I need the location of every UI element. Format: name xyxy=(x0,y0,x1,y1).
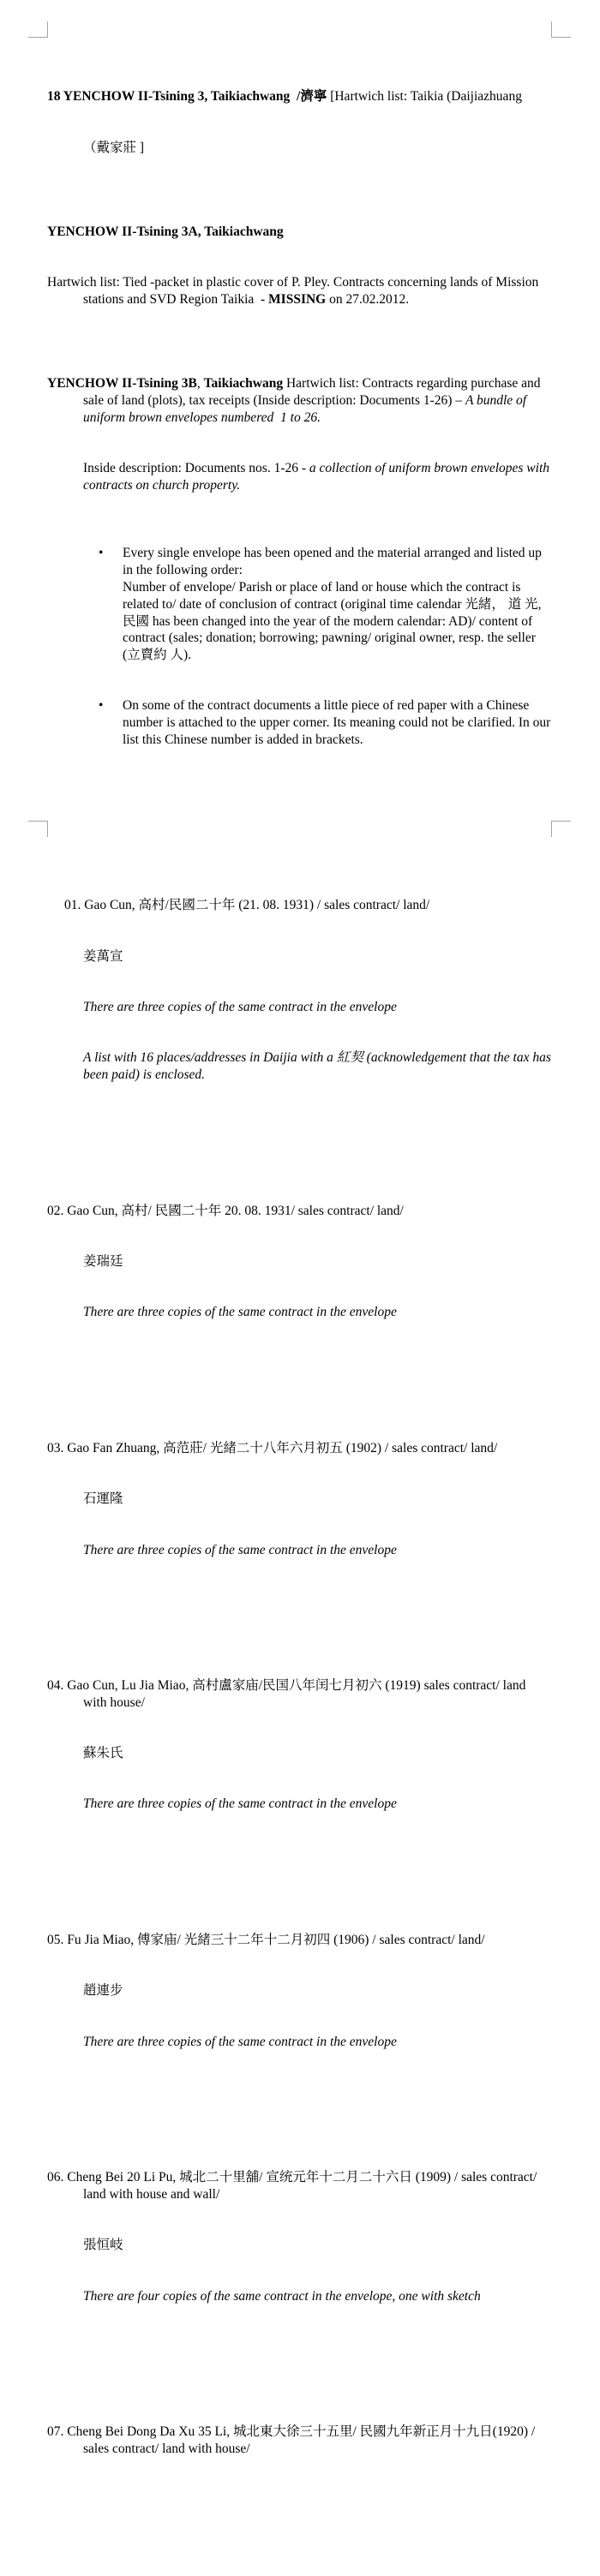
text-area xyxy=(47,38,555,2576)
entry-note: A list with 16 places/addresses in Daijia with a 紅契 (acknowledgement that the tax has been paid) is enclosed. xyxy=(83,1050,555,1083)
entry-owner-name: 姜瑞廷 xyxy=(83,1253,123,1269)
list-item xyxy=(47,1406,552,1593)
section-3b-body: Hartwich list: Contracts regarding purchase and sale of land (plots), tax receipts (Inside description: Documents 1-26) – xyxy=(83,376,544,409)
entry-note: There are three copies of the same contract in the envelope xyxy=(83,1305,397,1320)
contract-entries-list xyxy=(47,812,555,2542)
inside-description-text: Inside description: Documents nos. 1-26 - xyxy=(83,461,309,476)
bullet-1-line-1: Every single envelope has been opened and the material arranged and listed up in the following order: xyxy=(123,546,545,578)
bullet-marker: • xyxy=(99,546,104,561)
entry-head: 06. Cheng Bei 20 Li Pu, 城北二十里舖/ 宣统元年十二月二十六日 (1909) / sales contract/ land with house and wall/ xyxy=(47,2170,541,2202)
section-3a-missing-flag: MISSING xyxy=(268,292,327,308)
section-3a-body-tail: on 27.02.2012. xyxy=(326,292,410,308)
bullet-1-line-2: Number of envelope/ Parish or place of land or house which the contract is related to/ date of conclusion of contract (original time calendar 光緒， 道 光, 民國 has been changed into the year of the modern calendar: AD)/ content of contract (sales; donation; borrowing; pawning/ original owner, resp. the seller (立賣約 人). xyxy=(123,579,545,663)
entry-head: 07. Cheng Bei Dong Da Xu 35 Li, 城北東大徐三十五里/ 民國九年新正月十九日(1920) / sales contract/ land with house/ xyxy=(47,2424,539,2456)
entry-head: 04. Gao Cun, Lu Jia Miao, 高村盧家庙/民国八年闰七月初六 (1919) sales contract/ land with house/ xyxy=(47,1677,530,1710)
entry-owner-name: 姜萬宣 xyxy=(83,948,123,964)
list-item xyxy=(47,1643,552,1847)
crop-mark-bottom-left xyxy=(28,821,48,837)
doc-title-line-1 xyxy=(47,88,552,105)
entry-note: There are three copies of the same contract in the envelope xyxy=(83,1000,397,1015)
entry-owner-name: 趙連步 xyxy=(83,1983,123,1999)
entry-note: There are three copies of the same contract in the envelope xyxy=(83,1796,397,1812)
bullet-marker: • xyxy=(99,698,104,714)
bullet-item-1 xyxy=(99,545,552,664)
section-3b-heading-2: Taikiachwang xyxy=(203,376,284,391)
entry-note: There are three copies of the same contract in the envelope xyxy=(83,1542,397,1557)
entry-head: 03. Gao Fan Zhuang, 高范莊/ 光緒二十八年六月初五 (1902) / sales contract/ land/ xyxy=(47,1440,498,1455)
section-3b-heading-sep: , xyxy=(196,376,204,391)
section-3b-inside-description xyxy=(83,460,552,494)
section-3b-heading-1: YENCHOW II-Tsining 3B xyxy=(47,376,197,391)
doc-title-line-2: （戴家莊 ] xyxy=(83,140,145,155)
section-3b-body-italic: A bundle of uniform brown envelopes numbered 1 to 26. xyxy=(83,393,530,425)
entry-note: There are four copies of the same contract in the envelope, one with sketch xyxy=(83,2288,481,2304)
entry-head: 01. Gao Cun, 高村/民國二十年 (21. 08. 1931) / sales contract/ land/ xyxy=(64,898,430,913)
entry-owner-name: 蘇朱氏 xyxy=(83,1746,123,1761)
section-3b-para xyxy=(47,375,552,426)
bullet-2-text: On some of the contract documents a little piece of red paper with a Chinese number is attached to the upper corner. Its meaning could not be clarified. In our list this Chinese number is added in brackets. xyxy=(123,698,555,748)
entry-head: 05. Fu Jia Miao, 傅家庙/ 光緒三十二年十二月初四 (1906) / sales contract/ land/ xyxy=(47,1932,485,1947)
list-item xyxy=(47,2389,552,2491)
entry-owner-name: 張恒岐 xyxy=(83,2238,123,2253)
bullet-item-2 xyxy=(99,697,555,748)
section-3a-body-text: Hartwich list: Tied -packet in plastic cover of P. Pley. Contracts concerning lands of Mission stations and SVD Region Taikia - xyxy=(47,275,543,308)
crop-mark-top-left xyxy=(28,21,48,38)
section-3a-heading: YENCHOW II-Tsining 3A, Taikiachwang xyxy=(47,224,284,239)
section-3a-body xyxy=(47,274,552,308)
doc-title-bold: 18 YENCHOW II-Tsining 3, Taikiachwang /濟寧 xyxy=(47,89,331,105)
crop-mark-bottom-right xyxy=(551,821,571,837)
entry-head: 02. Gao Cun, 高村/ 民國二十年 20. 08. 1931/ sales contract/ land/ xyxy=(47,1203,404,1218)
list-item xyxy=(47,2135,552,2339)
crop-mark-top-right xyxy=(551,21,571,38)
list-item xyxy=(47,1898,552,2084)
inside-description-italic: a collection of uniform brown envelopes with contracts on church property. xyxy=(83,461,553,493)
list-item xyxy=(47,1168,552,1355)
entry-note: There are three copies of the same contract in the envelope xyxy=(83,2034,397,2049)
list-item xyxy=(47,864,555,1118)
doc-title-rest: [Hartwich list: Taikia (Daijiazhuang xyxy=(330,89,522,105)
entry-owner-name: 石運隆 xyxy=(83,1491,123,1507)
